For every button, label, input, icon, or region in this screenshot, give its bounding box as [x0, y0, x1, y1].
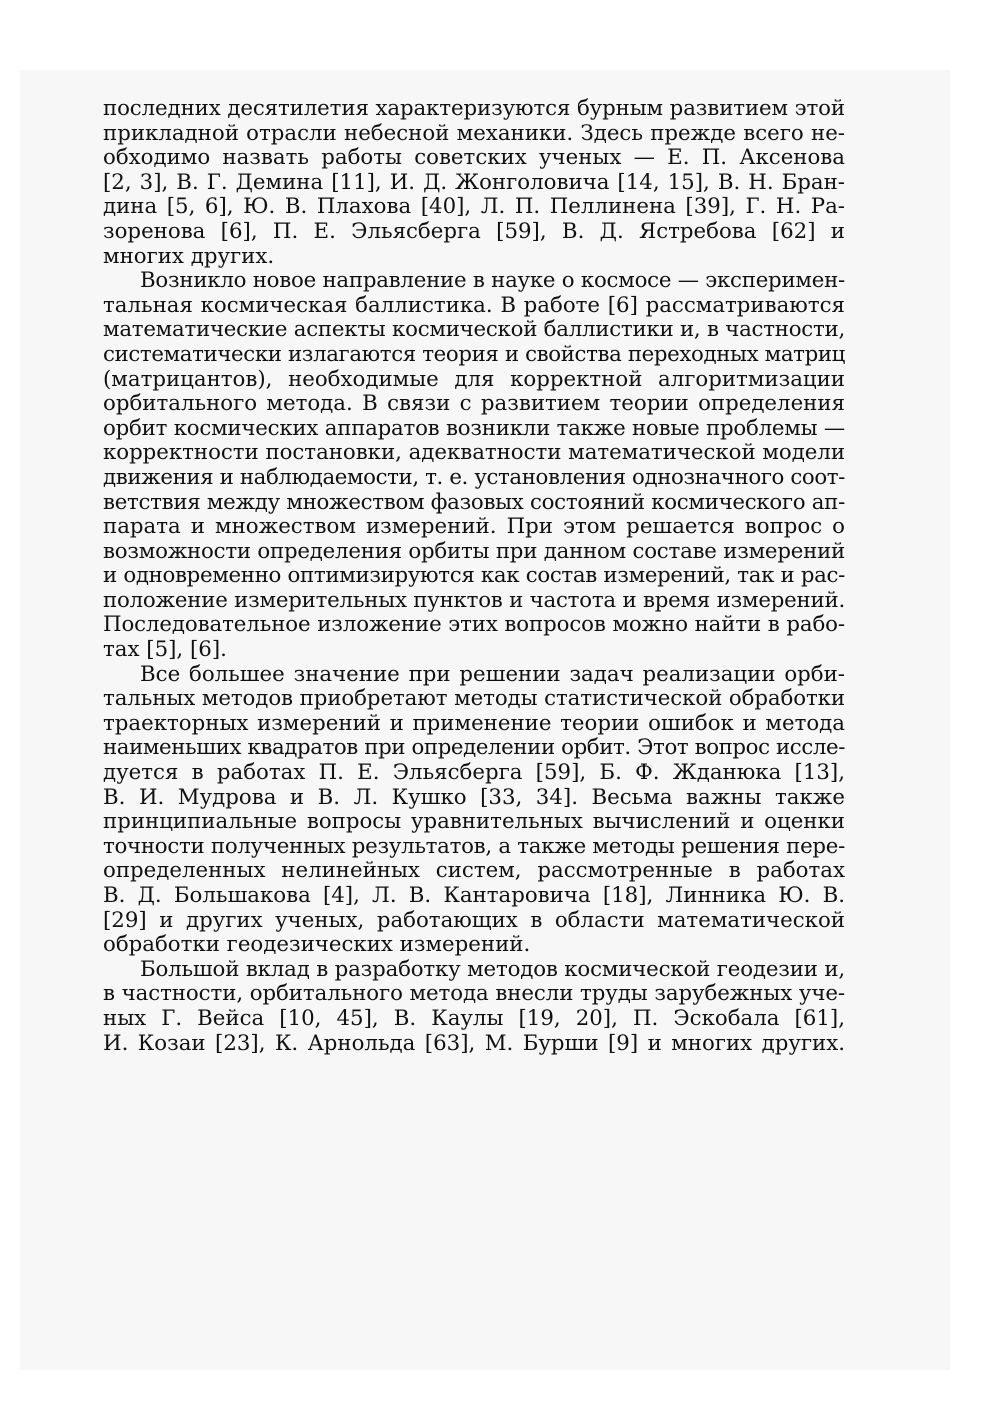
text-line: возможности определения орбиты при данном составе измерений	[103, 538, 846, 564]
paragraph	[103, 958, 845, 1056]
text-line: орбит космических аппаратов возникли также новые проблемы —	[103, 415, 846, 441]
text-line: Большой вклад в разработку методов космической геодезии и,	[140, 956, 846, 982]
text-line: движения и наблюдаемости, т. е. установления однозначного соот-	[103, 464, 845, 490]
text-line: тальная космическая баллистика. В работе [6] рассматриваются	[103, 292, 845, 318]
text-line: ветствия между множеством фазовых состояний космического ап-	[103, 489, 845, 515]
text-line: [2, 3], В. Г. Демина [11], И. Д. Жонголовича [14, 15], В. Н. Бран-	[103, 169, 845, 195]
text-line: принципиальные вопросы уравнительных вычислений и оценки	[103, 809, 845, 835]
text-line: Все большее значение при решении задач реализации орби-	[140, 661, 845, 687]
text-line: наименьших квадратов при определении орбит. Этот вопрос иссле-	[103, 735, 845, 761]
text-line: математические аспекты космической баллистики и, в частности,	[103, 317, 845, 343]
text-line: определенных нелинейных систем, рассмотренные в работах	[103, 858, 845, 884]
text-line: прикладной отрасли небесной механики. Здесь прежде всего не-	[103, 120, 845, 146]
text-line: дуется в работах П. Е. Эльясберга [59], Б. Ф. Жданюка [13],	[103, 760, 845, 786]
paragraph	[103, 663, 845, 958]
document-body	[103, 97, 845, 1056]
text-line: обходимо назвать работы советских ученых — Е. П. Аксенова	[103, 145, 845, 171]
text-line: тальных методов приобретают методы статистической обработки	[103, 686, 846, 712]
text-line: точности полученных результатов, а также методы решения пере-	[103, 833, 846, 859]
text-line: зоренова [6], П. Е. Эльясберга [59], В. Д. Ястребова [62] и	[103, 218, 845, 244]
text-line: дина [5, 6], Ю. В. Плахова [40], Л. П. Пеллинена [39], Г. Н. Ра-	[103, 194, 845, 220]
paragraph	[103, 97, 845, 269]
text-line: Возникло новое направление в науке о космосе — эксперимен-	[140, 268, 845, 294]
text-line: траекторных измерений и применение теории ошибок и метода	[103, 710, 845, 736]
text-line: положение измерительных пунктов и частота и время измерений.	[103, 587, 846, 613]
text-line: В. Д. Большакова [4], Л. В. Кантаровича [18], Линника Ю. В.	[103, 883, 845, 908]
text-line: ных Г. Вейса [10, 45], В. Каулы [19, 20], П. Эскобала [61],	[103, 1005, 845, 1031]
text-line: (матрицантов), необходимые для корректной алгоритмизации	[103, 366, 845, 392]
text-line: Последовательное изложение этих вопросов можно найти в рабо-	[103, 612, 845, 638]
text-line: [29] и других ученых, работающих в области математической	[103, 907, 845, 933]
text-line: В. И. Мудрова и В. Л. Кушко [33, 34]. Весьма важны также	[103, 784, 845, 810]
text-line: орбитального метода. В связи с развитием теории определения	[103, 391, 845, 417]
text-line: И. Козаи [23], К. Арнольда [63], М. Бурши [9] и многих других.	[103, 1030, 845, 1056]
text-line: систематически излагаются теория и свойства переходных матриц	[103, 341, 845, 367]
text-line: многих других.	[103, 243, 275, 269]
text-line: последних десятилетия характеризуются бурным развитием этой	[103, 96, 845, 121]
text-line: в частности, орбитального метода внесли труды зарубежных уче-	[103, 981, 846, 1007]
text-line: корректности постановки, адекватности математической модели	[103, 440, 846, 466]
text-line: тах [5], [6].	[103, 637, 227, 663]
text-line: и одновременно оптимизируются как состав измерений, так и рас-	[103, 563, 846, 589]
paragraph	[103, 269, 845, 663]
text-line: обработки геодезических измерений.	[103, 932, 531, 958]
text-line: парата и множеством измерений. При этом решается вопрос о	[103, 514, 845, 540]
